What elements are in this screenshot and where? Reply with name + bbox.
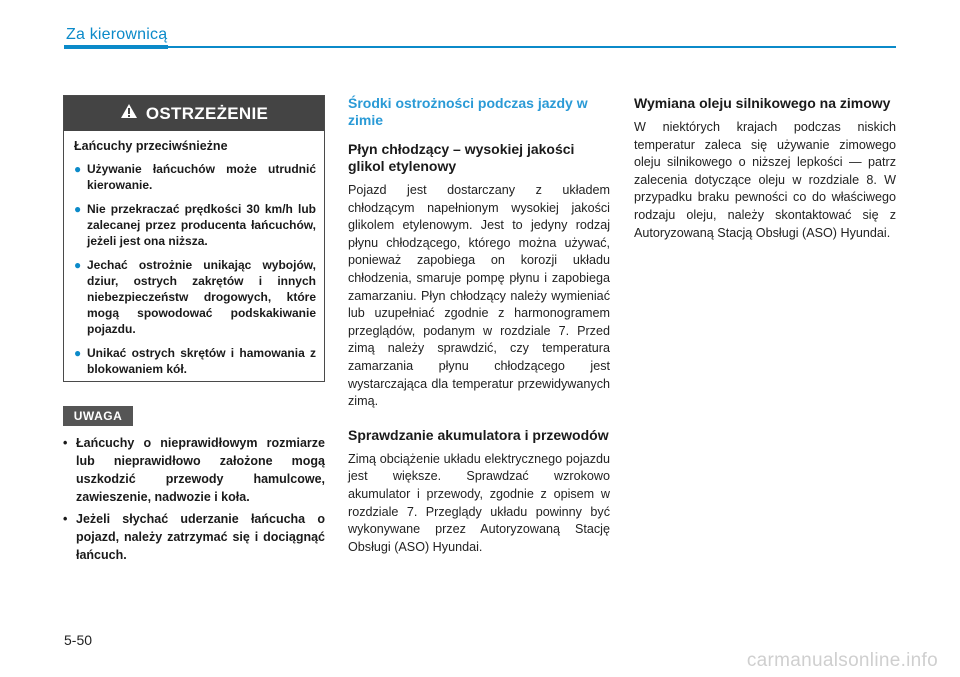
warning-list (74, 161, 316, 377)
warning-item (74, 161, 316, 193)
notice-list (63, 434, 325, 568)
battery-paragraph: Zimą obciążenie układu elektrycznego pojazdu jest większe. Sprawdzać wzrokowo akumulator i przewody, zgodnie z opisem w rozdziale 7. Przeglądy układu powinny być wykonywane przez Autoryzowaną Stację Obsługi (ASO) Hyundai. (348, 451, 610, 554)
battery-title: Sprawdzanie akumulatora i przewodów (348, 426, 609, 443)
warning-box (63, 95, 325, 382)
warning-subtitle: Łańcuchy przeciwśnieżne (74, 139, 228, 153)
warning-item (74, 257, 316, 337)
warning-header (64, 96, 324, 131)
bullet-icon: • (63, 512, 68, 526)
bullet-icon: ● (74, 258, 82, 272)
warning-item (74, 345, 316, 377)
oil-title: Wymiana oleju silnikowego na zimowy (634, 95, 891, 111)
warning-item (74, 201, 316, 249)
notice-item-text: Jeżeli słychać uderzanie łańcucha o pojazd, należy zatrzymać się i dociągnąć łańcuch. (76, 512, 325, 562)
notice-item (63, 510, 325, 564)
warning-triangle-icon (120, 103, 138, 124)
chapter-title: Za kierownicą (66, 26, 168, 43)
header-rule (64, 46, 896, 48)
section-title: Środki ostrożności podczas jazdy w zimie (348, 95, 588, 128)
header-rule-accent (64, 45, 168, 49)
bullet-icon: ● (74, 162, 82, 176)
warning-label: OSTRZEŻENIE (145, 103, 269, 123)
coolant-title: Płyn chłodzący – wysokiej jakości glikol etylenowy (348, 141, 575, 174)
warning-item-text: Używanie łańcuchów może utrudnić kierowanie. (87, 162, 316, 192)
bullet-icon: • (63, 436, 68, 450)
bullet-icon: ● (74, 202, 82, 216)
oil-paragraph: W niektórych krajach podczas niskich temperatur zaleca się używanie zimowego oleju silnikowego o niższej lepkości — patrz zalecenia dotyczące oleju w rozdziale 8. W przypadku braku pewności co do właściwego rodzaju oleju, należy skontaktować się z Autoryzowaną Stacją Obsługi (ASO) Hyundai. (634, 120, 896, 240)
warning-body (64, 131, 324, 377)
warning-item-text: Jechać ostrożnie unikając wybojów, dziur, ostrych zakrętów i innych niebezpieczeństw drogowych, które mogą spowodować podskakiwanie pojazdu. (87, 258, 316, 336)
notice-item (63, 434, 325, 506)
bullet-icon: ● (74, 346, 82, 360)
warning-item-text: Nie przekraczać prędkości 30 km/h lub zalecanej przez producenta łańcuchów, jeżeli jest ona niższa. (87, 202, 316, 248)
warning-item-text: Unikać ostrych skrętów i hamowania z blokowaniem kół. (87, 346, 316, 376)
notice-badge: UWAGA (63, 406, 133, 426)
watermark: carmanualsonline.info (746, 650, 938, 671)
column-oil-change (634, 95, 896, 258)
column-winter-precautions (348, 95, 610, 572)
page-number: 5-50 (64, 632, 93, 648)
coolant-paragraph: Pojazd jest dostarczany z układem chłodzącym napełnionym wysokiej jakości glikolem etylenowym. Jest to jedyny rodzaj płynu chłodzącego, którego można używać, ponieważ zapobiega on korozji układu chłodzenia, smaruje pompę płynu i zapobiega zamarzaniu. Płyn chłodzący należy wymieniać lub uzupełniać zgodnie z harmonogramem przeglądów, podanym w rozdziale 7. Przed zimą należy sprawdzić, czy temperatura zamarzania płynu chłodzącego jest wystarczająca dla temperatur przewidywanych zimą. (348, 183, 610, 409)
notice-item-text: Łańcuchy o nieprawidłowym rozmiarze lub nieprawidłowo założone mogą uszkodzić przewody hamulcowe, zawieszenie, nadwozie i koła. (76, 436, 325, 504)
